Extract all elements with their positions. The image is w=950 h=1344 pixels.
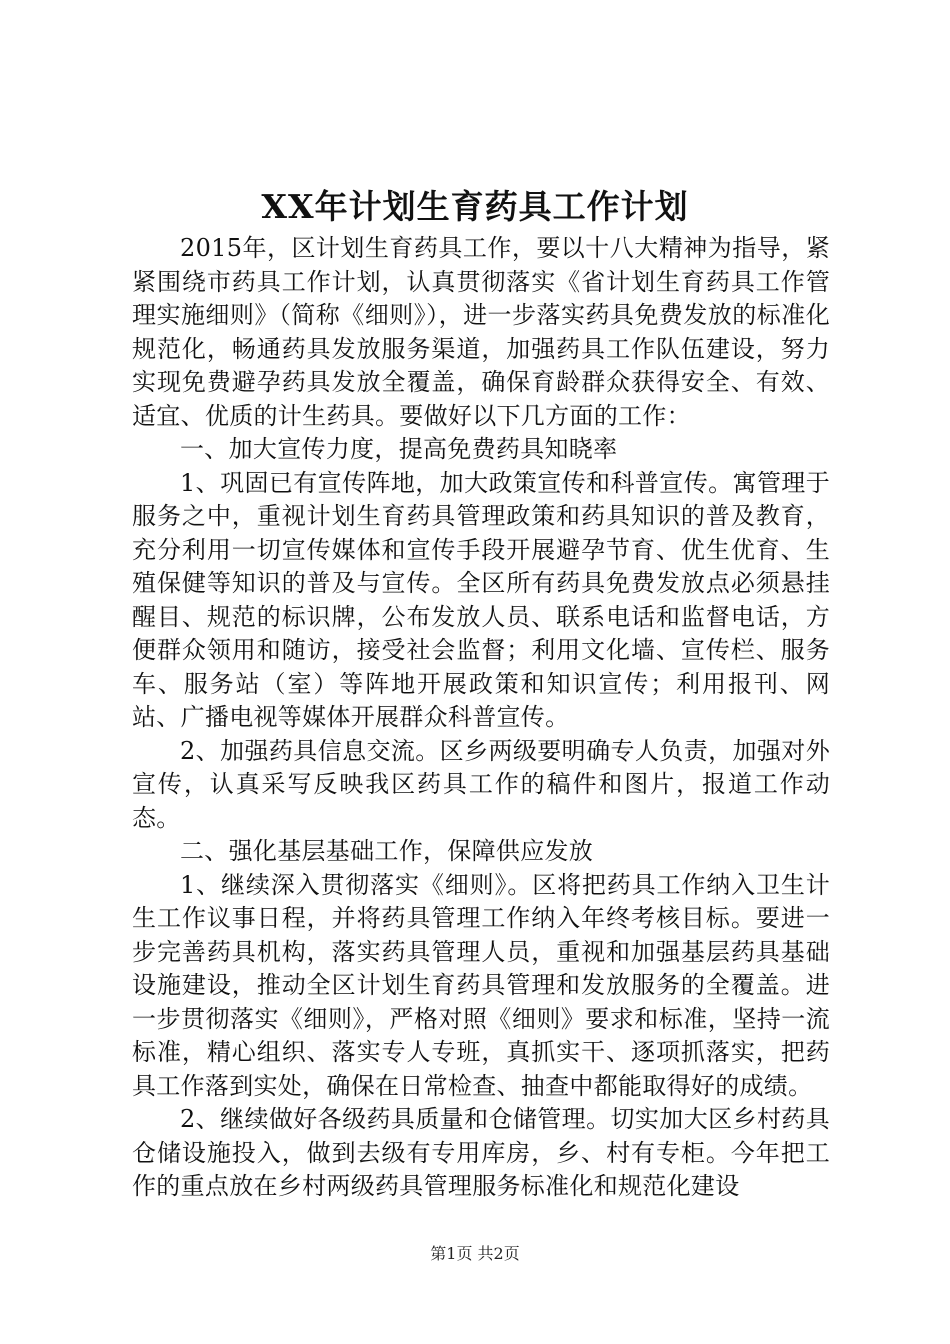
paragraph-1-2: 2、加强药具信息交流。区乡两级要明确专人负责，加强对外宣传，认真采写反映我区药具工作的稿件和图片，报道工作动态。 <box>132 736 830 832</box>
document-title: XX年计划生育药具工作计划 <box>261 187 689 226</box>
paragraph-2-1: 1、继续深入贯彻落实《细则》。区将把药具工作纳入卫生计生工作议事日程，并将药具管理工作纳入年终考核目标。要进一步完善药具机构，落实药具管理人员，重视和加强基层药具基础设施建设，推动全区计划生育药具管理和发放服务的全覆盖。进一步贯彻落实《细则》，严格对照《细则》要求和标准，坚持一流标准，精心组织、落实专人专班，真抓实干、逐项抓落实，把药具工作落到实处，确保在日常检查、抽查中都能取得好的成绩。 <box>132 870 830 1100</box>
page-number-footer: 第1页 共2页 <box>430 1244 520 1263</box>
paragraph-2-2: 2、继续做好各级药具质量和仓储管理。切实加大区乡村药具仓储设施投入，做到去级有专用库房，乡、村有专柜。今年把工作的重点放在乡村两级药具管理服务标准化和规范化建设 <box>132 1105 830 1200</box>
paragraph-1-1: 1、巩固已有宣传阵地，加大政策宣传和科普宣传。寓管理于服务之中，重视计划生育药具管理政策和药具知识的普及教育，充分利用一切宣传媒体和宣传手段开展避孕节育、优生优育、生殖保健等知识的普及与宣传。全区所有药具免费发放点必须悬挂醒目、规范的标识牌，公布发放人员、联系电话和监督电话，方便群众领用和随访，接受社会监督；利用文化墙、宣传栏、服务车、服务站（室）等阵地开展政策和知识宣传；利用报刊、网站、广播电视等媒体开展群众科普宣传。 <box>132 468 830 731</box>
section-heading-1: 一、加大宣传力度，提高免费药具知晓率 <box>180 435 618 463</box>
paragraph-intro: 2015年，区计划生育药具工作，要以十八大精神为指导，紧紧围绕市药具工作计划，认真贯彻落实《省计划生育药具工作管理实施细则》（简称《细则》），进一步落实药具免费发放的标准化规范化，畅通药具发放服务渠道，加强药具工作队伍建设，努力实现免费避孕药具发放全覆盖，确保育龄群众获得安全、有效、适宜、优质的计生药具。要做好以下几方面的工作： <box>132 234 830 430</box>
section-heading-2: 二、强化基层基础工作，保障供应发放 <box>180 837 594 865</box>
document-body <box>132 232 830 1204</box>
